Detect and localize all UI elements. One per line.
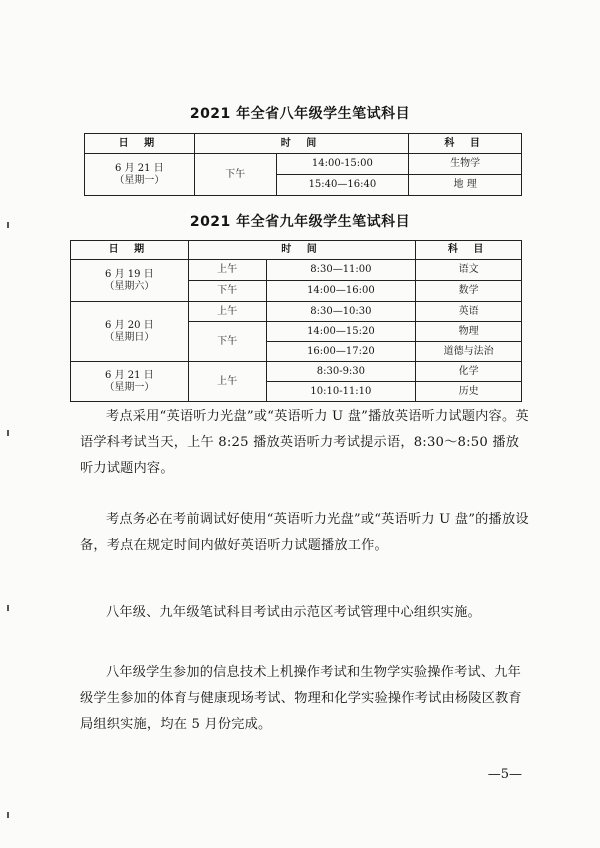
- grade9-table: [70, 240, 522, 402]
- weekday: （星期一）: [104, 381, 155, 393]
- binding-mark: [7, 605, 9, 611]
- grade8-table: [84, 133, 522, 196]
- subject-cell: 地 理: [409, 175, 522, 196]
- table-row: [71, 260, 522, 281]
- period-cell: 上午: [188, 260, 266, 281]
- header-date: 日 期: [85, 134, 195, 154]
- table-row: [85, 154, 522, 175]
- body-text: [80, 404, 532, 482]
- subject-cell: 物理: [416, 322, 522, 342]
- grade8-title: 2021 年全省八年级学生笔试科目: [189, 106, 411, 122]
- body-text: [80, 660, 532, 738]
- time-cell: 14:00-15:00: [276, 154, 409, 175]
- body-text: [80, 600, 532, 626]
- time-cell: 16:00—17:20: [266, 342, 416, 362]
- time-cell: 15:40—16:40: [276, 175, 409, 196]
- date-cell: [71, 302, 189, 362]
- period-cell: 下午: [188, 322, 266, 362]
- period-cell: 上午: [188, 302, 266, 322]
- paragraph: 八年级学生参加的信息技术上机操作考试和生物学实验操作考试、九年级学生参加的体育与健康现场考试、物理和化学实验操作考试由杨陵区教育局组织实施，均在 5 月份完成。: [80, 665, 522, 732]
- weekday: （星期六）: [104, 280, 155, 292]
- time-cell: 14:00—16:00: [266, 281, 416, 302]
- grade9-title: 2021 年全省九年级学生笔试科目: [189, 214, 411, 230]
- weekday: （星期日）: [104, 331, 155, 343]
- binding-mark: [7, 430, 9, 436]
- date: 6 月 19 日: [105, 268, 154, 280]
- date: 6 月 21 日: [115, 162, 164, 174]
- date-cell: [85, 154, 195, 196]
- date: 6 月 21 日: [105, 369, 154, 381]
- subject-cell: 语文: [416, 260, 522, 281]
- page-number: —5—: [487, 767, 522, 782]
- paragraph: 八年级、九年级笔试科目考试由示范区考试管理中心组织实施。: [106, 605, 481, 620]
- binding-mark: [7, 812, 9, 818]
- time-cell: 8:30—10:30: [266, 302, 416, 322]
- table-header-row: [85, 134, 522, 154]
- header-date: 日 期: [71, 241, 189, 260]
- paragraph: 考点采用“英语听力光盘”或“英语听力 U 盘”播放英语听力试题内容。英语学科考试当天，上午 8:25 播放英语听力考试提示语，8:30～8:50 播放听力试题内容。: [80, 409, 529, 476]
- time-cell: 10:10-11:10: [266, 382, 416, 402]
- header-time: 时 间: [194, 134, 409, 154]
- header-subject: 科 目: [416, 241, 522, 260]
- subject-cell: 数学: [416, 281, 522, 302]
- weekday: （星期一）: [114, 174, 165, 186]
- subject-cell: 历史: [416, 382, 522, 402]
- body-text: [80, 507, 532, 559]
- paragraph: 考点务必在考前调试好使用“英语听力光盘”或“英语听力 U 盘”的播放设备，考点在规定时间内做好英语听力试题播放工作。: [80, 512, 529, 553]
- date-cell: [71, 260, 189, 302]
- table-row: [71, 302, 522, 322]
- date: 6 月 20 日: [105, 319, 154, 331]
- table-row: [71, 362, 522, 382]
- date-cell: [71, 362, 189, 402]
- subject-cell: 化学: [416, 362, 522, 382]
- header-time: 时 间: [188, 241, 415, 260]
- period-cell: 上午: [188, 362, 266, 402]
- time-cell: 8:30—11:00: [266, 260, 416, 281]
- period-cell: 下午: [188, 281, 266, 302]
- header-subject: 科 目: [409, 134, 522, 154]
- time-cell: 14:00—15:20: [266, 322, 416, 342]
- subject-cell: 道德与法治: [416, 342, 522, 362]
- subject-cell: 英语: [416, 302, 522, 322]
- table-header-row: [71, 241, 522, 260]
- time-cell: 8:30-9:30: [266, 362, 416, 382]
- subject-cell: 生物学: [409, 154, 522, 175]
- period-cell: 下午: [194, 154, 276, 196]
